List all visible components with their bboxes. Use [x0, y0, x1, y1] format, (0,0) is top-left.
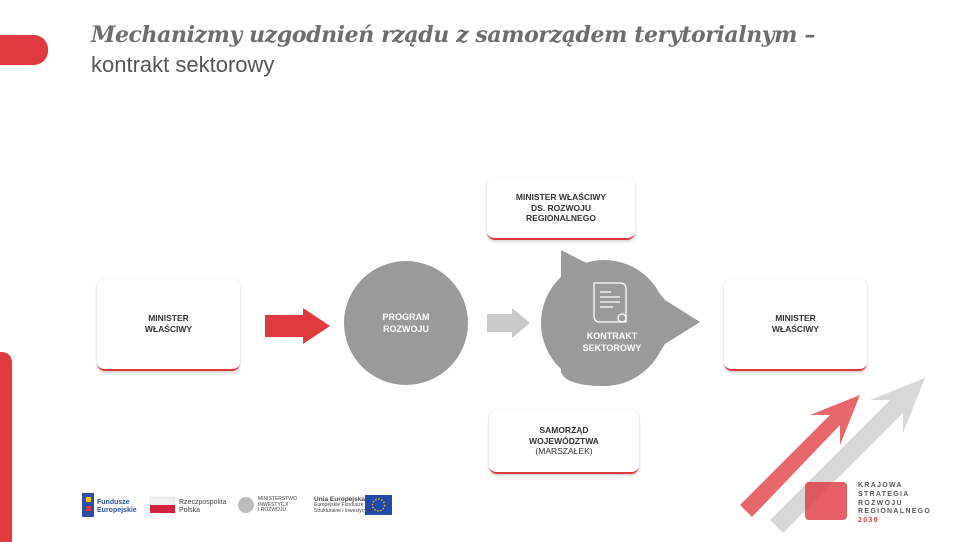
- fundusze-line-1: Fundusze: [97, 499, 130, 506]
- brand-year: 2030: [858, 517, 879, 524]
- top-box-line-3: REGIONALNEGO: [526, 213, 596, 224]
- bottom-box-sub: (MARSZAŁEK): [535, 446, 593, 457]
- eu-line-3: Strukturalne i Inwestycyjne: [314, 507, 374, 514]
- page-title: Mechanizmy uzgodnień rządu z samorządem terytorialnym –: [91, 22, 815, 48]
- contract-shape: [541, 250, 700, 386]
- rp-line-1: Rzeczpospolita: [179, 499, 227, 506]
- ministry-logo-text: [258, 497, 297, 514]
- ministry-line-3: I ROZWOJU: [258, 507, 287, 513]
- brand-line-3: ROZWOJU: [858, 499, 903, 507]
- left-box-line-1: MINISTER: [148, 313, 189, 324]
- eu-logo-text: [314, 496, 373, 514]
- bottom-box-line-1: SAMORZĄD: [539, 425, 589, 436]
- right-box-line-2: WŁAŚCIWY: [771, 324, 820, 334]
- program-line-1: PROGRAM: [382, 312, 430, 322]
- brand-text: [858, 482, 931, 526]
- rp-line-2: Polska: [179, 506, 201, 514]
- top-box-line-1: MINISTER WŁAŚCIWY: [515, 192, 607, 203]
- top-box-line-2: DS. ROZWOJU: [531, 202, 591, 213]
- eu-line-1: Unia Europejska: [314, 496, 365, 503]
- contract-line-1: KONTRAKT: [586, 331, 638, 341]
- contract-line-2: SEKTOROWY: [582, 342, 642, 353]
- brand-map-icon: [805, 482, 847, 520]
- contract-label: [565, 331, 659, 354]
- brand-line-1: KRAJOWA: [858, 482, 903, 489]
- brand-line-2: STRATEGIA: [858, 490, 910, 498]
- eagle-emblem-icon: [238, 497, 254, 513]
- right-box-line-1: MINISTER: [775, 313, 816, 324]
- fundusze-line-2: Europejskie: [97, 506, 137, 514]
- red-arrow-icon: [265, 308, 330, 344]
- left-box-line-2: WŁAŚCIWY: [144, 324, 193, 334]
- bottom-box-line-2: WOJEWÓDZTWA: [529, 435, 599, 446]
- ministry-line-1: MINISTERSTWO: [258, 496, 297, 502]
- ministry-line-2: INWESTYCJI: [258, 501, 289, 508]
- poland-flag-icon: [150, 497, 175, 513]
- brand-line-4: REGIONALNEGO: [858, 508, 932, 516]
- program-line-2: ROZWOJU: [383, 323, 429, 334]
- fundusze-logo-text: [97, 499, 137, 514]
- gray-arrow-icon: [487, 308, 530, 338]
- rp-logo-text: [179, 499, 226, 514]
- page-subtitle: kontrakt sektorowy: [91, 52, 275, 77]
- eu-line-2: Europejskie Fundusze: [314, 502, 364, 509]
- fundusze-logo-icon: [82, 493, 94, 517]
- program-label: [366, 312, 446, 335]
